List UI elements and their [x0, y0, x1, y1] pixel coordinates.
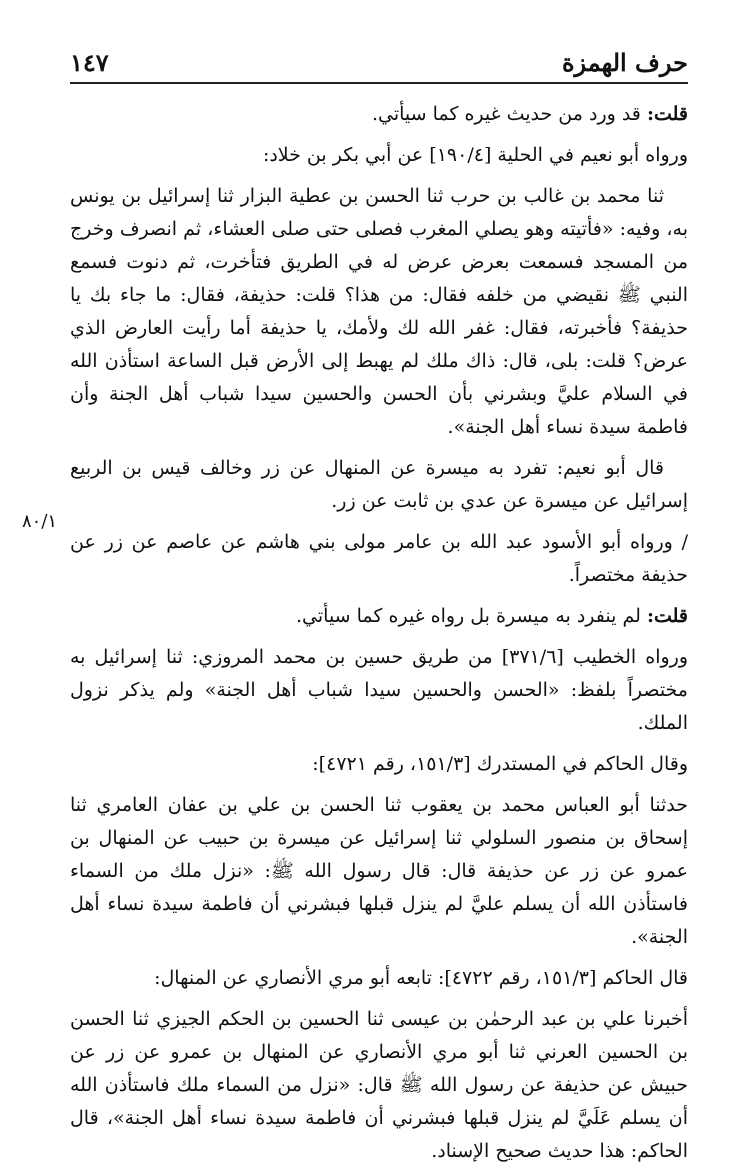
paragraph-abu-al-aswad: / ورواه أبو الأسود عبد الله بن عامر مولى بني هاشم عن عاصم عن زر عن حذيفة مختصراً.	[70, 531, 688, 586]
paragraph-hadith-text: ثنا محمد بن غالب بن حرب ثنا الحسن بن عطية البزار ثنا إسرائيل بن يونس به، وفيه: «فأتيته وهو يصلي المغرب فصلى حتى صلى العشاء، ثم انصرف وخرج من المسجد فسمعت بعرض عرض له في الطريق فتأخرت، ثم دنوت فسمع النبي ﷺ نقيضي من خلفه فقال: من هذا؟ قلت: حذيفة، فقال: ما جاء بك يا حذيفة؟ فأخبرته، فقال: غفر الله لك ولأمك، يا حذيفة أما رأيت العارض الذي عرض؟ قلت: بلى، قال: ذاك ملك لم يهبط إلى الأرض قبل الساعة استأذن الله في السلام عليَّ وبشرني بأن الحسن والحسين سيدا شباب أهل الجنة وأن فاطمة سيدة نساء أهل الجنة».	[70, 185, 688, 438]
paragraph-hakim-isnad-1: حدثنا أبو العباس محمد بن يعقوب ثنا الحسن بن علي بن عفان العامري ثنا إسحاق بن منصور السلولي ثنا إسرائيل عن ميسرة بن حبيب عن المنهال بن عمرو عن زر عن حذيفة قال: قال رسول الله ﷺ: «نزل ملك من السماء فاستأذن الله أن يسلم عليَّ لم ينزل قبلها فبشرني أن فاطمة سيدة نساء أهل الجنة».	[70, 794, 688, 948]
paragraph-qulit-2	[70, 600, 688, 633]
paragraph-khatib: ورواه الخطيب [٣٧١/٦] من طريق حسين بن محمد المروزي: ثنا إسرائيل به مختصراً بلفظ: «الحسن والحسين سيدا شباب أهل الجنة» ولم يذكر نزول الملك.	[70, 646, 688, 734]
paragraph-hakim-intro: وقال الحاكم في المستدرك [١٥١/٣، رقم ٤٧٢١]:	[312, 753, 688, 775]
running-title: حرف الهمزة	[561, 48, 688, 77]
qulit-label: قلت:	[646, 103, 688, 125]
margin-reference: ٨٠/١	[22, 511, 58, 532]
body-text	[70, 98, 688, 1176]
paragraph-hakim-mutaba: قال الحاكم [١٥١/٣، رقم ٤٧٢٢]: تابعه أبو مري الأنصاري عن المنهال:	[154, 967, 688, 989]
page-header	[70, 48, 688, 84]
paragraph-hakim-isnad-2: أخبرنا علي بن عبد الرحمٰن بن عيسى ثنا الحسين بن الحكم الجيزي ثنا الحسن بن الحسين العرني ثنا أبو مري الأنصاري عن المنهال بن عمرو عن زر عن حبيش عن حذيفة عن رسول الله ﷺ قال: «نزل من السماء ملك فاستأذن الله أن يسلم عَلَيَّ لم ينزل قبلها فبشرني أن فاطمة سيدة نساء أهل الجنة»، قال الحاكم: هذا حديث صحيح الإسناد.	[70, 1008, 688, 1162]
paragraph-text: لم ينفرد به ميسرة بل رواه غيره كما سيأتي.	[296, 605, 641, 627]
paragraph-hilya-reference: ورواه أبو نعيم في الحلية [١٩٠/٤] عن أبي بكر بن خلاد:	[262, 144, 688, 166]
page-number: ١٤٧	[70, 48, 109, 77]
paragraph-text: قد ورد من حديث غيره كما سيأتي.	[371, 103, 641, 125]
qulit-label: قلت:	[646, 605, 688, 627]
paragraph-abu-nuaym: قال أبو نعيم: تفرد به ميسرة عن المنهال عن زر وخالف قيس بن الربيع إسرائيل عن ميسرة عن عدي بن ثابت عن زر.	[70, 457, 688, 512]
paragraph-qulit-1	[70, 98, 688, 131]
